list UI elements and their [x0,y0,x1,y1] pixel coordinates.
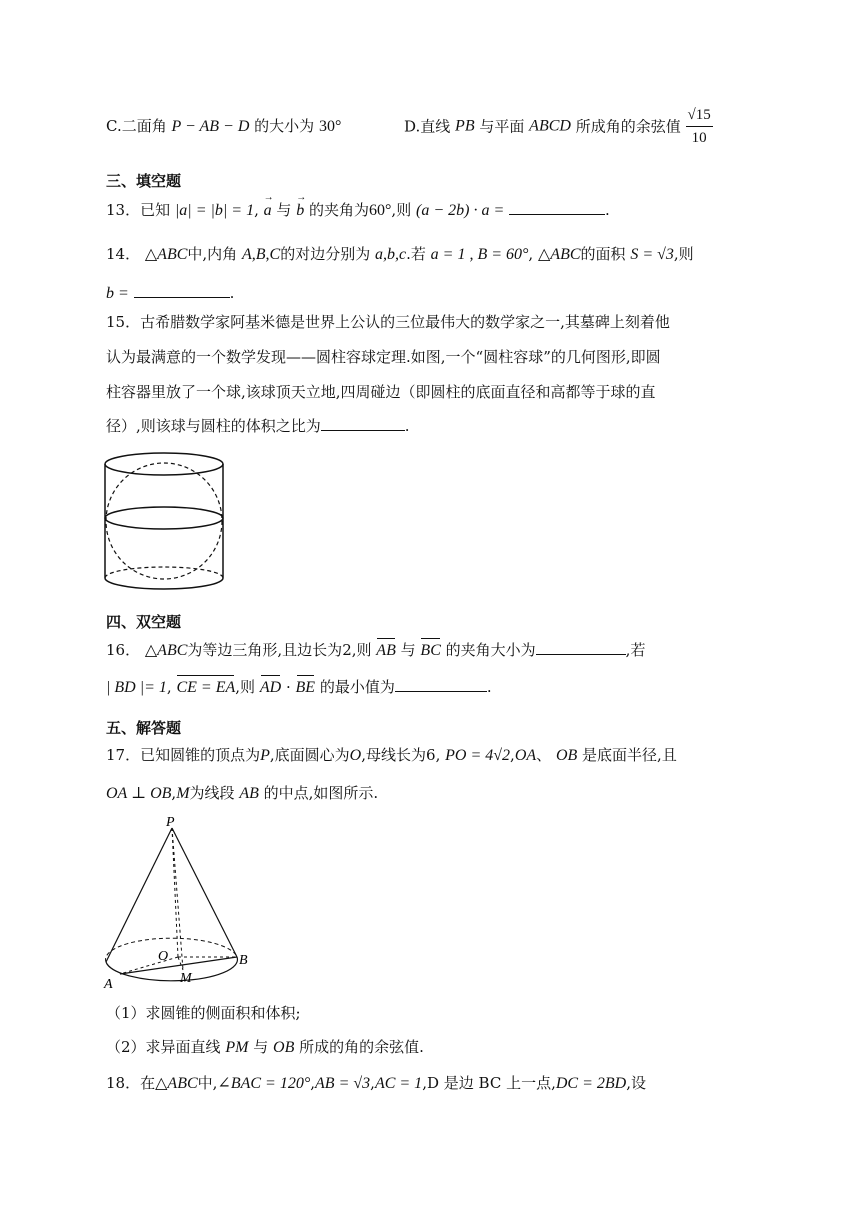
q18-text6: ,设 [626,1074,646,1092]
segment-om [178,957,183,970]
q16-vec-ad: AD [260,677,281,699]
q16-text6: 的最小值为 [319,678,395,696]
q15-answer-blank [321,416,405,431]
cylinder-sphere-figure [100,448,230,594]
q17-text3: ,母线长为 [361,746,427,764]
q13-answer-blank [509,200,605,215]
q17-text7: 为线段 [189,784,235,802]
q14-b-eq: b = [106,285,129,302]
q18-text1: 在 [140,1074,156,1092]
q16-tri: △ABC [144,642,188,659]
q16-number: 16． [106,641,141,659]
q16-answer-blank-2 [395,677,487,692]
q12-d-num: √15 [686,104,713,127]
q17-perp: OA ⊥ OB [106,785,172,802]
q15-line3 [106,381,656,403]
q16-text4: ,若 [625,641,646,659]
q17-o: O [349,747,362,764]
q13-angle: 60° [369,202,392,219]
q14-answer-blank [134,283,230,298]
q12-d-fraction [686,104,713,149]
q17-m: M [176,785,190,802]
q12-d-mid: 与平面 [479,117,525,136]
q13-vec-b: b → [296,200,304,222]
q12-option-c [106,115,341,138]
section-4-heading: 四、双空题 [106,613,182,631]
q18-tri: △ABC [155,1075,198,1092]
q14-sides: a,b,c [374,246,407,263]
q18-text3: , [310,1074,316,1092]
q16-vec-be: BE [296,677,316,699]
q17-oa: OA [514,747,537,764]
cylinder-top-ellipse [105,453,223,475]
q14-text2: 的对边分别为 [280,245,371,263]
q16-line2 [106,676,492,699]
q13-vec-a: a → [264,200,272,222]
q17-ab: AB [239,785,259,802]
q17-text6: , [171,784,177,802]
q16-comma: , [166,678,172,696]
q18-text4: , [370,1074,375,1092]
label-p: P [166,815,175,830]
q12-d-den: 10 [691,130,707,146]
q17-po: PO = 4√2 [445,747,511,764]
label-a: A [104,977,113,992]
q17-text2: ,底面圆心为 [269,746,350,764]
q12-c-prefix: C.二面角 [106,117,167,135]
q13-end: . [605,201,610,219]
q14-text4: , [528,245,534,263]
q17-line2 [106,782,378,805]
section-5-heading: 五、解答题 [106,719,182,737]
q17-sub2a: （2）求异面直线 [106,1038,221,1056]
cone-base-front [106,957,237,981]
inscribed-sphere [106,463,222,579]
q18-ac: AC = 1 [374,1075,423,1092]
q17-sub1 [106,1002,301,1024]
q14-text1: 中,内角 [187,245,238,263]
q12-c-expr: P − AB − D [171,118,250,135]
q14-line1 [106,243,694,266]
q16-vec-ab: AB [376,640,396,662]
q18-ab: AB = √3 [315,1075,371,1092]
q14-cond: a = 1 , B = 60° [430,246,529,263]
q18-number: 18． [106,1074,141,1092]
q17-dun: 、 [536,746,552,764]
q17-ob2: OB [273,1039,295,1056]
q16-bd-norm: | BD |= 1 [106,679,167,696]
cylinder-bottom-front [105,578,223,589]
cylinder-bottom-back [105,567,223,578]
q16-text2: ,则 [351,641,372,659]
q14-end: . [229,284,235,302]
q16-end: . [486,678,492,696]
q17-sub2b: 与 [253,1038,269,1056]
cone-left-generator [106,828,172,962]
q17-line1 [106,744,677,767]
q13-comma: , [254,201,259,219]
q16-text1: 为等边三角形,且边长为 [187,641,343,659]
q17-sub2c: 所成的角的余弦值. [299,1038,424,1056]
q17-ob: OB [555,747,578,764]
q13-text2: 的夹角为 [309,201,370,219]
q15-text-l4: 径）,则该球与圆柱的体积之比为 [106,417,321,435]
q14-text3: .若 [406,245,426,263]
q17-comma: , [435,746,441,764]
q12-c-mid: 的大小为 [254,117,315,135]
label-b: B [239,953,248,968]
q14-number: 14． [106,245,141,263]
q15-text-l3: 柱容器里放了一个球,该球顶天立地,四周碰边（即圆柱的底面直径和高都等于球的直 [106,383,656,401]
q14-area: S = √3 [630,246,674,263]
label-m: M [180,971,192,986]
section-3-heading: 三、填空题 [106,172,182,190]
q14-abc: A,B,C [241,246,281,263]
q18-angle: ∠BAC = 120° [217,1075,311,1092]
q15-line4 [106,415,410,437]
q17-text5: 是底面半径,且 [582,746,677,764]
q16-answer-blank-1 [536,640,626,655]
q17-text1: 已知圆锥的顶点为 [140,746,261,764]
q16-vec-bc: BC [420,640,440,662]
q16-dot: · [285,678,291,696]
q13 [106,199,610,222]
q15-text-l2: 认为最满意的一个数学发现——圆柱容球定理.如图,一个“圆柱容球”的几何图形,即圆 [106,348,661,366]
q12-d-suffix: 所成角的余弦值 [575,117,681,136]
q17-text4: , [510,746,515,764]
q18-text5: ,D 是边 BC 上一点, [422,1074,556,1092]
q17-number: 17． [106,746,141,764]
label-o: O [158,949,169,964]
q12-d-line: PB [455,117,475,135]
q17-pm: PM [225,1039,249,1056]
q17-p: P [260,747,270,764]
q15-end: . [404,417,410,435]
q15-number: 15． [106,313,141,331]
q17-sub2 [106,1036,424,1059]
q14-tri: △ABC [144,246,188,263]
q17-sub1-text: （1）求圆锥的侧面积和体积; [106,1004,301,1022]
q12-option-d [404,104,713,149]
segment-po [172,828,178,957]
q18-dc: DC = 2BD [555,1075,627,1092]
q13-number: 13． [106,201,141,219]
q13-yu: 与 [276,201,292,219]
q12-d-prefix: D.直线 [404,117,451,136]
cone-base-back [106,938,237,962]
q13-text1: 已知 [140,201,171,219]
q18 [106,1072,646,1095]
q16-text3: 的夹角大小为 [445,641,536,659]
cone-right-generator [172,828,237,957]
q16-yu: 与 [400,641,416,659]
cone-figure [100,812,260,992]
q13-expr2: (a − 2b) · a = [415,202,505,219]
q16-len: 2 [342,641,352,659]
q16-text5: ,则 [235,678,256,696]
q17-text8: 的中点,如图所示. [263,784,379,802]
q15-line1 [106,311,670,333]
q16-line1 [106,639,645,662]
q13-expr1: |a| = |b| = 1 [174,202,255,219]
q15-line2 [106,346,661,368]
q14-text6: ,则 [673,245,694,263]
segment-oa [120,957,178,974]
q12-c-val: 30° [318,118,342,135]
q17-len: 6 [426,746,436,764]
q12-d-plane: ABCD [529,117,571,135]
q14-line2 [106,282,234,305]
q15-text-l1: 古希腊数学家阿基米德是世界上公认的三位最伟大的数学家之一,其墓碑上刻着他 [140,313,670,331]
q14-text5: 的面积 [580,245,626,263]
sphere-equator-ellipse [105,507,223,529]
q16-ce-ea: CE = EA [176,677,235,699]
q18-text2: 中, [197,1074,218,1092]
q13-text3: ,则 [391,201,412,219]
q14-tri2: △ABC [537,246,581,263]
